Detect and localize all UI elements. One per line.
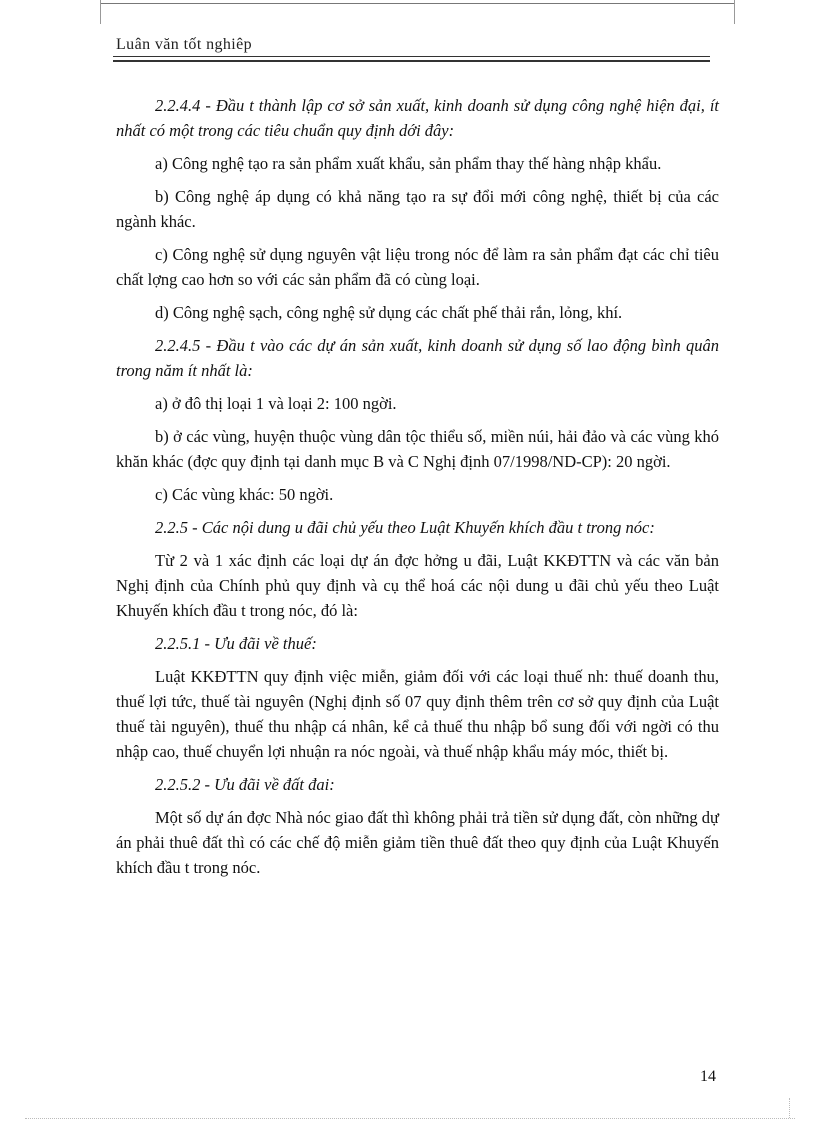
body-paragraph: Luật KKĐTTN quy định việc miễn, giảm đối với các loại thuế nh: thuế doanh thu, thuế lợi tức, thuế tài nguyên (Nghị định số 07 quy định thêm trên cơ sở quy định của Luật thuế tài nguyên), thuế thu nhập cá nhân, kể cả thuế thu nhập bổ sung đối với ngời có thu nhập cao, thuế chuyển lợi nhuận ra nóc ngoài, và thuế nhập khẩu máy móc, thiết bị. <box>116 667 719 761</box>
page-right-border <box>789 1098 790 1118</box>
section-heading-2-2-5: 2.2.5 - Các nội dung u đãi chủ yếu theo Luật Khuyến khích đầu t trong nóc: <box>155 518 655 537</box>
header-rule-thin <box>113 56 710 57</box>
page-frame-left <box>100 0 101 24</box>
page-frame-top <box>100 0 735 4</box>
section-heading-2-2-4-5: 2.2.4.5 - Đầu t vào các dự án sản xuất, kinh doanh sử dụng số lao động bình quân trong năm ít nhất là: <box>116 336 719 380</box>
list-item-a: a) ở đô thị loại 1 và loại 2: 100 ngời. <box>155 394 397 413</box>
section-heading-2-2-4-4: 2.2.4.4 - Đầu t thành lập cơ sở sản xuất, kinh doanh sử dụng công nghệ hiện đại, ít nhất có một trong các tiêu chuẩn quy định dới đây: <box>116 96 719 140</box>
page-frame-right <box>734 0 735 24</box>
list-item-c: c) Các vùng khác: 50 ngời. <box>155 485 334 504</box>
list-item-b: b) Công nghệ áp dụng có khả năng tạo ra sự đổi mới công nghệ, thiết bị của các ngành khác. <box>116 187 719 231</box>
body-paragraph: Một số dự án đợc Nhà nóc giao đất thì không phải trả tiền sử dụng đất, còn những dự án phải thuê đất thì có các chế độ miễn giảm tiền thuê đất theo quy định của Luật Khuyến khích đầu t trong nóc. <box>116 808 719 877</box>
list-item-c: c) Công nghệ sử dụng nguyên vật liệu trong nóc để làm ra sản phẩm đạt các chỉ tiêu chất lợng cao hơn so với các sản phẩm đã có cùng loại. <box>116 245 719 289</box>
running-header-title: Luân văn tốt nghiêp <box>116 36 253 53</box>
list-item-b: b) ở các vùng, huyện thuộc vùng dân tộc thiểu số, miền núi, hải đảo và các vùng khó khăn khác (đợc quy định tại danh mục B và C Nghị định 07/1998/ND-CP): 20 ngời. <box>116 427 719 471</box>
body-paragraph: Từ 2 và 1 xác định các loại dự án đợc hởng u đãi, Luật KKĐTTN và các văn bản Nghị định của Chính phủ quy định và cụ thể hoá các nội dung u đãi chủ yếu theo Luật Khuyến khích đầu t trong nóc, đó là: <box>116 551 719 620</box>
section-heading-2-2-5-1: 2.2.5.1 - Ưu đãi về thuế: <box>155 634 317 653</box>
section-heading-2-2-5-2: 2.2.5.2 - Ưu đãi về đất đai: <box>155 775 335 794</box>
list-item-a: a) Công nghệ tạo ra sản phẩm xuất khẩu, sản phẩm thay thế hàng nhập khẩu. <box>155 154 662 173</box>
header-rule-thick <box>113 60 710 62</box>
document-body <box>116 93 719 888</box>
list-item-d: d) Công nghệ sạch, công nghệ sử dụng các chất phế thải rắn, lỏng, khí. <box>155 303 623 322</box>
page-bottom-border <box>25 1118 795 1119</box>
page-number: 14 <box>700 1068 716 1085</box>
